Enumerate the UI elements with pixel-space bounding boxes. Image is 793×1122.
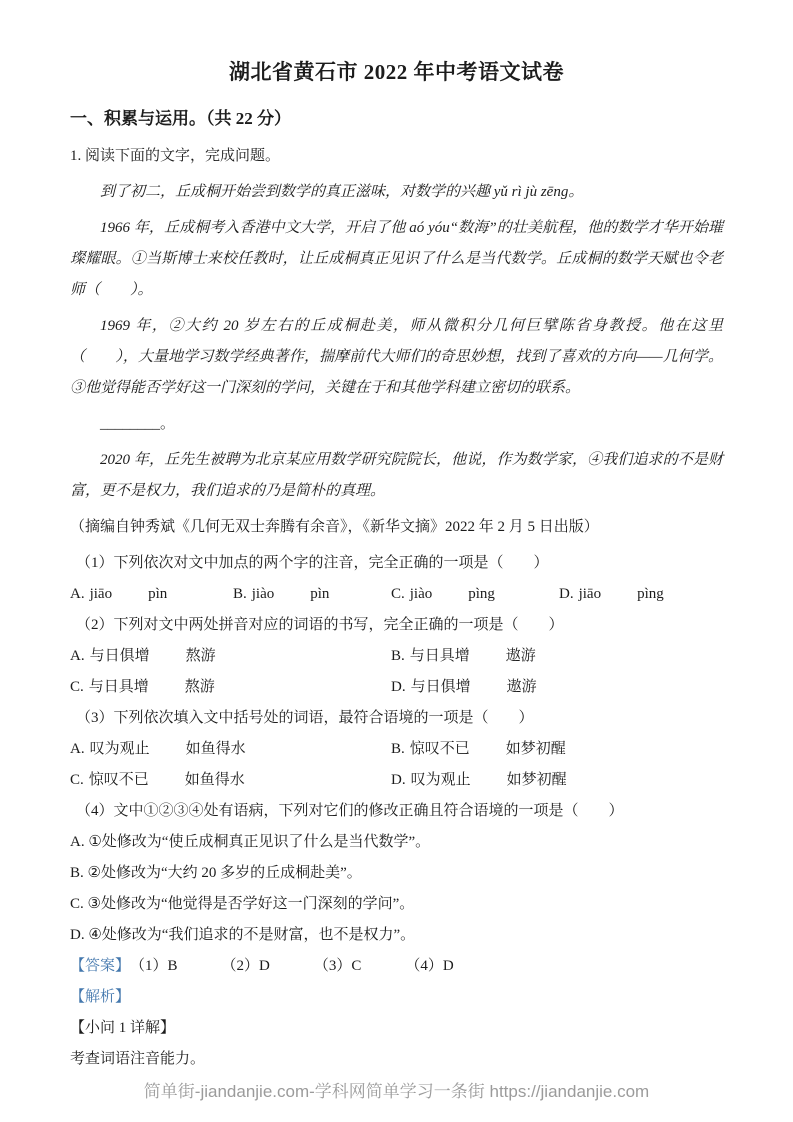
option-word-1: jiāo	[89, 586, 113, 602]
question-intro: 1. 阅读下面的文字，完成问题。	[70, 148, 281, 164]
option-a	[70, 579, 233, 610]
question-4-option-b: B. ②处修改为“大约 20 多岁的丘成桐赴美”。	[70, 865, 362, 881]
answer-item-2: （2）D	[221, 958, 270, 974]
option-word-2: pìn	[310, 586, 330, 602]
option-letter: A.	[70, 741, 85, 757]
answer-item-4: （4）D	[405, 958, 454, 974]
option-c	[70, 765, 391, 796]
option-word-2: pìng	[468, 586, 495, 602]
option-word-2: 遨游	[506, 679, 537, 695]
question-2-options-row-2	[70, 672, 723, 703]
option-word-2: 熬游	[184, 679, 215, 695]
subquestion-detail-heading: 【小问 1 详解】	[70, 1020, 176, 1036]
option-letter: D.	[391, 772, 406, 788]
option-letter: B.	[391, 741, 405, 757]
option-b	[391, 641, 536, 672]
option-b	[391, 734, 566, 765]
option-d	[559, 579, 664, 610]
answer-label: 【答案】	[70, 958, 131, 974]
option-letter: C.	[70, 772, 84, 788]
question-3-stem: （3）下列依次填入文中括号处的词语，最符合语境的一项是（ ）	[76, 710, 534, 726]
passage-paragraph-3: 1969 年，②大约 20 岁左右的丘成桐赴美，师从微积分几何巨擘陈省身教授。他在这里（ ），大量地学习数学经典著作，揣摩前代大师们的奇思妙想，找到了喜欢的方向——几何学。③他觉得能否学好这一门深刻的学问，关键在于和其他学科建立密切的联系。	[70, 318, 723, 396]
option-word-2: 熬游	[185, 648, 216, 664]
option-letter: B.	[391, 648, 405, 664]
option-c	[70, 672, 391, 703]
question-1-options	[70, 579, 723, 610]
question-3-options-row-2	[70, 765, 723, 796]
option-word-1: 叹为观止	[89, 741, 150, 757]
option-word-1: 与日俱增	[89, 648, 150, 664]
option-letter: B.	[233, 586, 247, 602]
option-word-2: 如梦初醒	[506, 772, 567, 788]
answer-item-1: （1）B	[130, 958, 178, 974]
question-4-option-d: D. ④处修改为“我们追求的不是财富，也不是权力”。	[70, 927, 416, 943]
option-word-1: 与日具增	[409, 648, 470, 664]
passage-source: （摘编自钟秀斌《几何无双士奔腾有余音》，《新华文摘》2022 年 2 月 5 日出版）	[70, 519, 599, 535]
option-word-2: pìng	[637, 586, 664, 602]
analysis-label: 【解析】	[70, 989, 131, 1005]
question-3-options-row-1	[70, 734, 723, 765]
option-word-1: 惊叹不已	[409, 741, 470, 757]
question-1-stem: （1）下列依次对文中加点的两个字的注音，完全正确的一项是（ ）	[76, 555, 549, 571]
page-title: 湖北省黄石市 2022 年中考语文试卷	[229, 60, 564, 84]
passage-paragraph-1: 到了初二，丘成桐开始尝到数学的真正滋味，对数学的兴趣 yǔ rì jù zēng。	[100, 184, 584, 200]
passage-paragraph-2: 1966 年，丘成桐考入香港中文大学，开启了他 aó yóu“数海”的壮美航程，他的数学才华开始璀璨耀眼。①当斯博士来校任教时，让丘成桐真正见识了什么是当代数学。丘成桐的数学天赋也令老师（ ）。	[70, 220, 723, 298]
option-d	[391, 672, 537, 703]
answer-line	[70, 951, 723, 982]
subquestion-detail-text: 考查词语注音能力。	[70, 1051, 206, 1067]
watermark-footer: 简单街-jiandanjie.com-学科网简单学习一条街 https://jiandanjie.com	[143, 1082, 650, 1101]
question-4-option-a: A. ①处修改为“使丘成桐真正见识了什么是当代数学”。	[70, 834, 431, 850]
answer-item-3: （3）C	[313, 958, 362, 974]
option-word-1: 惊叹不已	[88, 772, 149, 788]
option-word-2: 如鱼得水	[185, 741, 246, 757]
option-letter: C.	[391, 586, 405, 602]
option-word-2: 如梦初醒	[505, 741, 566, 757]
option-d	[391, 765, 567, 796]
option-word-1: jiào	[251, 586, 275, 602]
option-letter: A.	[70, 648, 85, 664]
option-word-1: 与日具增	[88, 679, 149, 695]
section-heading: 一、积累与运用。（共 22 分）	[70, 109, 291, 128]
option-word-2: 遨游	[505, 648, 536, 664]
option-word-1: jiāo	[578, 586, 602, 602]
option-word-1: 与日俱增	[410, 679, 471, 695]
option-word-2: pìn	[148, 586, 168, 602]
fill-in-blank: ________。	[100, 416, 176, 432]
option-word-1: 叹为观止	[410, 772, 471, 788]
option-letter: D.	[391, 679, 406, 695]
question-2-options-row-1	[70, 641, 723, 672]
question-2-stem: （2）下列对文中两处拼音对应的词语的书写，完全正确的一项是（ ）	[76, 617, 564, 633]
option-letter: D.	[559, 586, 574, 602]
option-word-2: 如鱼得水	[184, 772, 245, 788]
question-4-option-c: C. ③处修改为“他觉得是否学好这一门深刻的学问”。	[70, 896, 415, 912]
option-letter: C.	[70, 679, 84, 695]
option-a	[70, 641, 391, 672]
question-4-stem: （4）文中①②③④处有语病，下列对它们的修改正确且符合语境的一项是（ ）	[76, 803, 624, 819]
option-c	[391, 579, 559, 610]
option-b	[233, 579, 391, 610]
option-letter: A.	[70, 586, 85, 602]
option-a	[70, 734, 391, 765]
option-word-1: jiào	[409, 586, 433, 602]
passage-paragraph-4: 2020 年，丘先生被聘为北京某应用数学研究院院长，他说，作为数学家，④我们追求的不是财富，更不是权力，我们追求的乃是简朴的真理。	[70, 452, 723, 499]
